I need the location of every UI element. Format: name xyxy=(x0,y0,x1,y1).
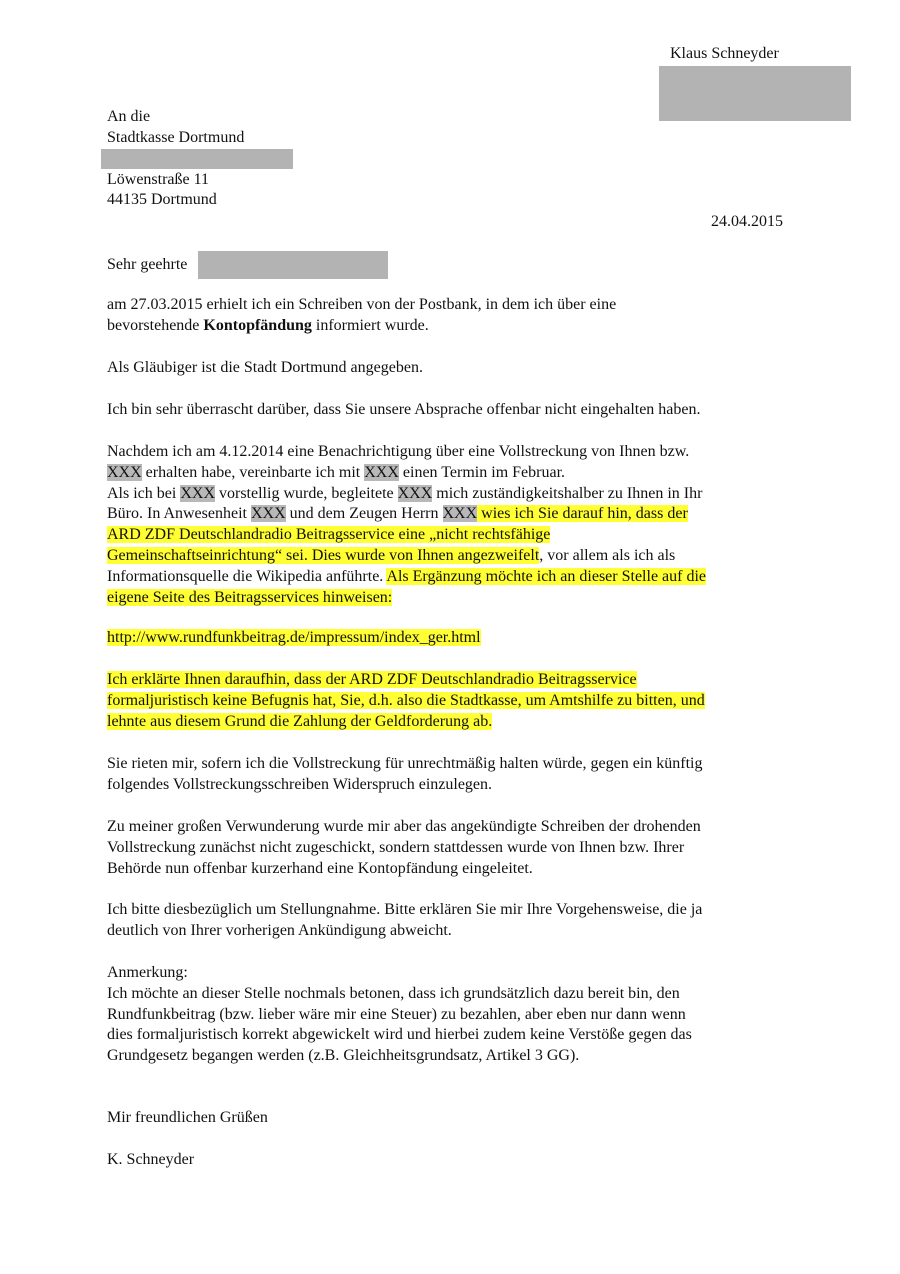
redaction-marker: XXX xyxy=(364,463,399,481)
paragraph-line: Ich bitte diesbezüglich um Stellungnahme. Bitte erklären Sie mir Ihre Vorgehensweise, die ja xyxy=(107,901,703,918)
paragraph-line: Ich bin sehr überrascht darüber, dass Sie unsere Absprache offenbar nicht eingehalten haben. xyxy=(107,401,701,418)
paragraph-line: deutlich von Ihrer vorherigen Ankündigung abweicht. xyxy=(107,921,452,939)
paragraph-1 xyxy=(107,295,827,337)
highlighted-text: Gemeinschaftseinrichtung“ sei. Dies wurde von Ihnen angezweifelt xyxy=(107,546,540,564)
paragraph-line xyxy=(107,484,827,505)
paragraph-7 xyxy=(107,817,827,879)
paragraph-line: Grundgesetz begangen werden (z.B. Gleichheitsgrundsatz, Artikel 3 GG). xyxy=(107,1047,580,1065)
paragraph-line: Nachdem ich am 4.12.2014 eine Benachrichtigung über eine Vollstreckung von Ihnen bzw. xyxy=(107,443,690,460)
text-run: Büro. In Anwesenheit xyxy=(107,505,251,523)
text-run: Informationsquelle die Wikipedia anführte. xyxy=(107,567,387,585)
paragraph-line: Ich möchte an dieser Stelle nochmals betonen, dass ich grundsätzlich dazu bereit bin, den xyxy=(107,984,680,1002)
highlighted-text: Als Ergänzung möchte ich an dieser Stelle auf die xyxy=(386,567,707,585)
text-run: vorstellig wurde, begleitete xyxy=(215,484,398,502)
paragraph-2 xyxy=(107,358,827,379)
closing: Mir freundlichen Grüßen xyxy=(107,1109,268,1126)
highlighted-text: lehnte aus diesem Grund die Zahlung der Geldforderung ab. xyxy=(107,712,493,730)
redaction-marker: XXX xyxy=(397,484,433,502)
redaction-marker: XXX xyxy=(180,484,215,502)
paragraph-line: Rundfunkbeitrag (bzw. lieber wäre mir eine Steuer) zu bezahlen, aber eben nur dann wenn xyxy=(107,1005,686,1023)
paragraph-line xyxy=(107,504,827,525)
recipient-line1: An die xyxy=(107,108,151,125)
paragraph-line xyxy=(107,691,827,712)
paragraph-line: Als Gläubiger ist die Stadt Dortmund angegeben. xyxy=(107,359,423,376)
text-run: , vor allem als ich als xyxy=(539,546,676,564)
highlighted-text: formaljuristisch keine Befugnis hat, Sie, d.h. also die Stadtkasse, um Amtshilfe zu bitten, und xyxy=(107,691,705,709)
sender-name: Klaus Schneyder xyxy=(670,45,779,62)
paragraph-line xyxy=(107,670,827,691)
paragraph-line xyxy=(107,546,827,567)
paragraph-line: Zu meiner großen Verwunderung wurde mir aber das angekündigte Schreiben der drohenden xyxy=(107,818,701,835)
paragraph-line: Behörde nun offenbar kurzerhand eine Kontopfändung eingeleitet. xyxy=(107,859,533,877)
highlighted-text: ARD ZDF Deutschlandradio Beitragsservice eine „nicht rechtsfähige xyxy=(107,526,551,544)
note-label: Anmerkung: xyxy=(107,964,188,981)
paragraph-line xyxy=(107,628,827,649)
recipient-street: Löwenstraße 11 xyxy=(107,171,210,188)
recipient-line2: Stadtkasse Dortmund xyxy=(107,129,245,146)
salutation-redaction xyxy=(198,251,388,279)
text-run: und dem Zeugen Herrn xyxy=(285,505,443,523)
paragraph-line xyxy=(107,525,827,546)
highlighted-text: eigene Seite des Beitragsservices hinweisen: xyxy=(107,588,393,606)
bold-term: Kontopfändung xyxy=(203,316,312,334)
text-run: einen Termin im Februar. xyxy=(398,463,566,481)
text-run: bevorstehende xyxy=(107,316,204,334)
paragraph-3 xyxy=(107,400,827,421)
text-run: Als ich bei xyxy=(107,484,181,502)
highlighted-text: wies ich Sie darauf hin, dass der xyxy=(477,505,688,523)
recipient-redaction xyxy=(101,149,293,169)
paragraph-line: Vollstreckung zunächst nicht zugeschickt, sondern stattdessen wurde von Ihnen bzw. Ihrer xyxy=(107,838,685,856)
note-section xyxy=(107,963,827,1067)
paragraph-8 xyxy=(107,900,827,942)
paragraph-4 xyxy=(107,442,827,608)
url-text: http://www.rundfunkbeitrag.de/impressum/index_ger.html xyxy=(107,629,481,646)
redaction-marker: XXX xyxy=(250,505,286,523)
text-run: erhalten habe, vereinbarte ich mit xyxy=(141,463,365,481)
salutation: Sehr geehrte xyxy=(107,256,188,273)
text-run: mich zuständigkeitshalber zu Ihnen in Ihr xyxy=(432,484,703,502)
paragraph-line xyxy=(107,712,827,733)
redaction-marker: XXX xyxy=(442,505,478,523)
paragraph-line xyxy=(107,463,827,484)
text-run: informiert wurde. xyxy=(311,316,429,334)
paragraph-line xyxy=(107,316,827,337)
paragraph-5 xyxy=(107,670,827,732)
reference-url xyxy=(107,628,827,649)
paragraph-line xyxy=(107,588,827,609)
letter-date: 24.04.2015 xyxy=(711,213,783,230)
paragraph-6 xyxy=(107,754,827,796)
highlighted-text: Ich erklärte Ihnen daraufhin, dass der ARD ZDF Deutschlandradio Beitragsservice xyxy=(107,671,637,688)
paragraph-line: am 27.03.2015 erhielt ich ein Schreiben von der Postbank, in dem ich über eine xyxy=(107,296,617,313)
sender-address-redaction xyxy=(659,66,851,121)
paragraph-line: dies formaljuristisch korrekt abgewickelt wird und hierbei zudem keine Verstöße gegen das xyxy=(107,1026,692,1044)
signature: K. Schneyder xyxy=(107,1151,195,1168)
paragraph-line xyxy=(107,567,827,588)
recipient-city: 44135 Dortmund xyxy=(107,191,217,208)
paragraph-line: folgendes Vollstreckungsschreiben Widerspruch einzulegen. xyxy=(107,775,493,793)
redaction-marker: XXX xyxy=(107,463,142,481)
paragraph-line: Sie rieten mir, sofern ich die Vollstreckung für unrechtmäßig halten würde, gegen ein künftig xyxy=(107,755,703,772)
